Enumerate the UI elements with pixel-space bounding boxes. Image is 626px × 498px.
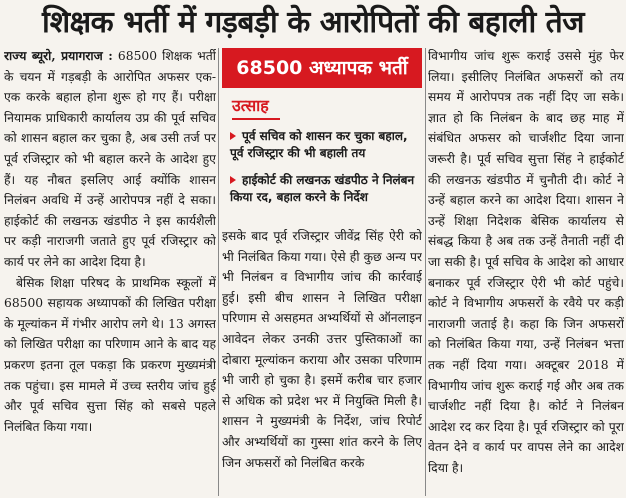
column-divider <box>218 48 219 496</box>
bullet-point <box>230 172 420 206</box>
paragraph-text: 68500 शिक्षक भर्ती के चयन में गड़बड़ी के आरोपित अफसर एक-एक करके बहाल होना शुरू हो गए हैं। परीक्षा नियामक प्राधिकारी कार्यालय उप्र की पूर्व सचिव को शासन बहाल कर चुका है, अब उसी तर्ज पर पूर्व रजिस्ट्रार को भी बहाल करने के आदेश हुए हैं। यह नौबत इसलिए आई क्योंकि शासन निलंबन अवधि में उन्हें आरोपपत्र नहीं दे सका। हाईकोर्ट की लखनऊ खंडपीठ ने इस कार्यशैली पर कड़ी नाराजगी जताते हुए पूर्व रजिस्ट्रार को कार्य पर लेने का आदेश दिया है। <box>4 49 216 269</box>
dateline: राज्य ब्यूरो, प्रयागराज : <box>4 48 113 63</box>
headline: शिक्षक भर्ती में गड़बड़ी के आरोपितों की बहाली तेज <box>41 5 585 40</box>
column-divider <box>425 48 426 496</box>
bullet-text: पूर्व सचिव को शासन कर चुका बहाल, पूर्व रजिस्ट्रार की भी बहाली तय <box>230 129 408 160</box>
triangle-bullet-icon <box>230 176 236 184</box>
highlight-subhead: उत्साह <box>232 96 269 115</box>
paragraph: बेसिक शिक्षा परिषद के प्राथमिक स्कूलों में 68500 सहायक अध्यापकों की लिखित परीक्षा के मूल्यांकन में गंभीर आरोप लगे थे। 13 अगस्त को लिखित परीक्षा का परिणाम आने के बाद यह प्रकरण इतना तूल पकड़ा कि प्रकरण मुख्यमंत्री तक पहुंचा। इस मामले में उच्च स्तरीय जांच हुई और पूर्व सचिव सुत्ता सिंह को सबसे पहले निलंबित किया गया। <box>4 275 216 434</box>
article-column-1 <box>4 46 216 498</box>
paragraph <box>4 46 216 273</box>
highlight-box <box>222 48 422 224</box>
article-column-3 <box>428 46 624 498</box>
highlight-box-title: 68500 अध्यापक भर्ती <box>222 48 422 88</box>
subhead-underline <box>232 118 280 120</box>
paragraph: विभागीय जांच शुरू कराई उससे मुंह फेर लिया। इसीलिए निलंबित अफसरों को तय समय में आरोपपत्र तक नहीं दिए जा सके। ज्ञात हो कि निलंबन के बाद छह माह में संबंधित अफसर को चार्जशीट दिया जाना जरूरी है। पूर्व सचिव सुत्ता सिंह ने हाईकोर्ट की लखनऊ खंडपीठ में चुनौती दी। कोर्ट ने उन्हें बहाल करने का आदेश दिया। शासन ने उन्हें शिक्षा निदेशक बेसिक कार्यालय से संबद्ध किया है अब तक उन्हें तैनाती नहीं दी जा सकी है। पूर्व सचिव के आदेश को आधार बनाकर पूर्व रजिस्ट्रार ऐरी भी कोर्ट पहुंचे। कोर्ट ने विभागीय अफसरों के रवैये पर कड़ी नाराजगी जताई है। कहा कि जिन अफसरों को निलंबित किया गया, उन्हें निलंबन भत्ता तक नहीं दिया गया। अक्टूबर 2018 में विभागीय जांच शुरू कराई गई और अब तक चार्जशीट नहीं दिया है। कोर्ट ने निलंबन आदेश रद कर दिया है। पूर्व रजिस्ट्रार को पूरा वेतन देने व कार्य पर वापस लेने का आदेश दिया है। <box>428 49 624 475</box>
paragraph: इसके बाद पूर्व रजिस्ट्रार जीवेंद्र सिंह ऐरी को भी निलंबित किया गया। ऐसे ही कुछ अन्य पर भी निलंबन व विभागीय जांच की कार्रवाई हुई। इसी बीच शासन ने लिखित परीक्षा परिणाम से असहमत अभ्यर्थियों से ऑनलाइन आवेदन लेकर उनकी उत्तर पुस्तिकाओं का दोबारा मूल्यांकन कराया और उसका परिणाम भी जारी हो चुका है। इसमें करीब चार हजार से अधिक को प्रदेश भर में नियुक्ति मिली है। शासन ने मुख्यमंत्री के निर्देश, जांच रिपोर्ट और अभ्यर्थियों का गुस्सा शांत करने के लिए जिन अफसरों को निलंबित करके <box>222 229 422 470</box>
bullet-text: हाईकोर्ट की लखनऊ खंडपीठ ने निलंबन किया रद, बहाल करने के निर्देश <box>230 173 415 204</box>
triangle-bullet-icon <box>230 132 236 140</box>
bullet-point <box>230 128 420 162</box>
article-column-2 <box>222 226 422 498</box>
